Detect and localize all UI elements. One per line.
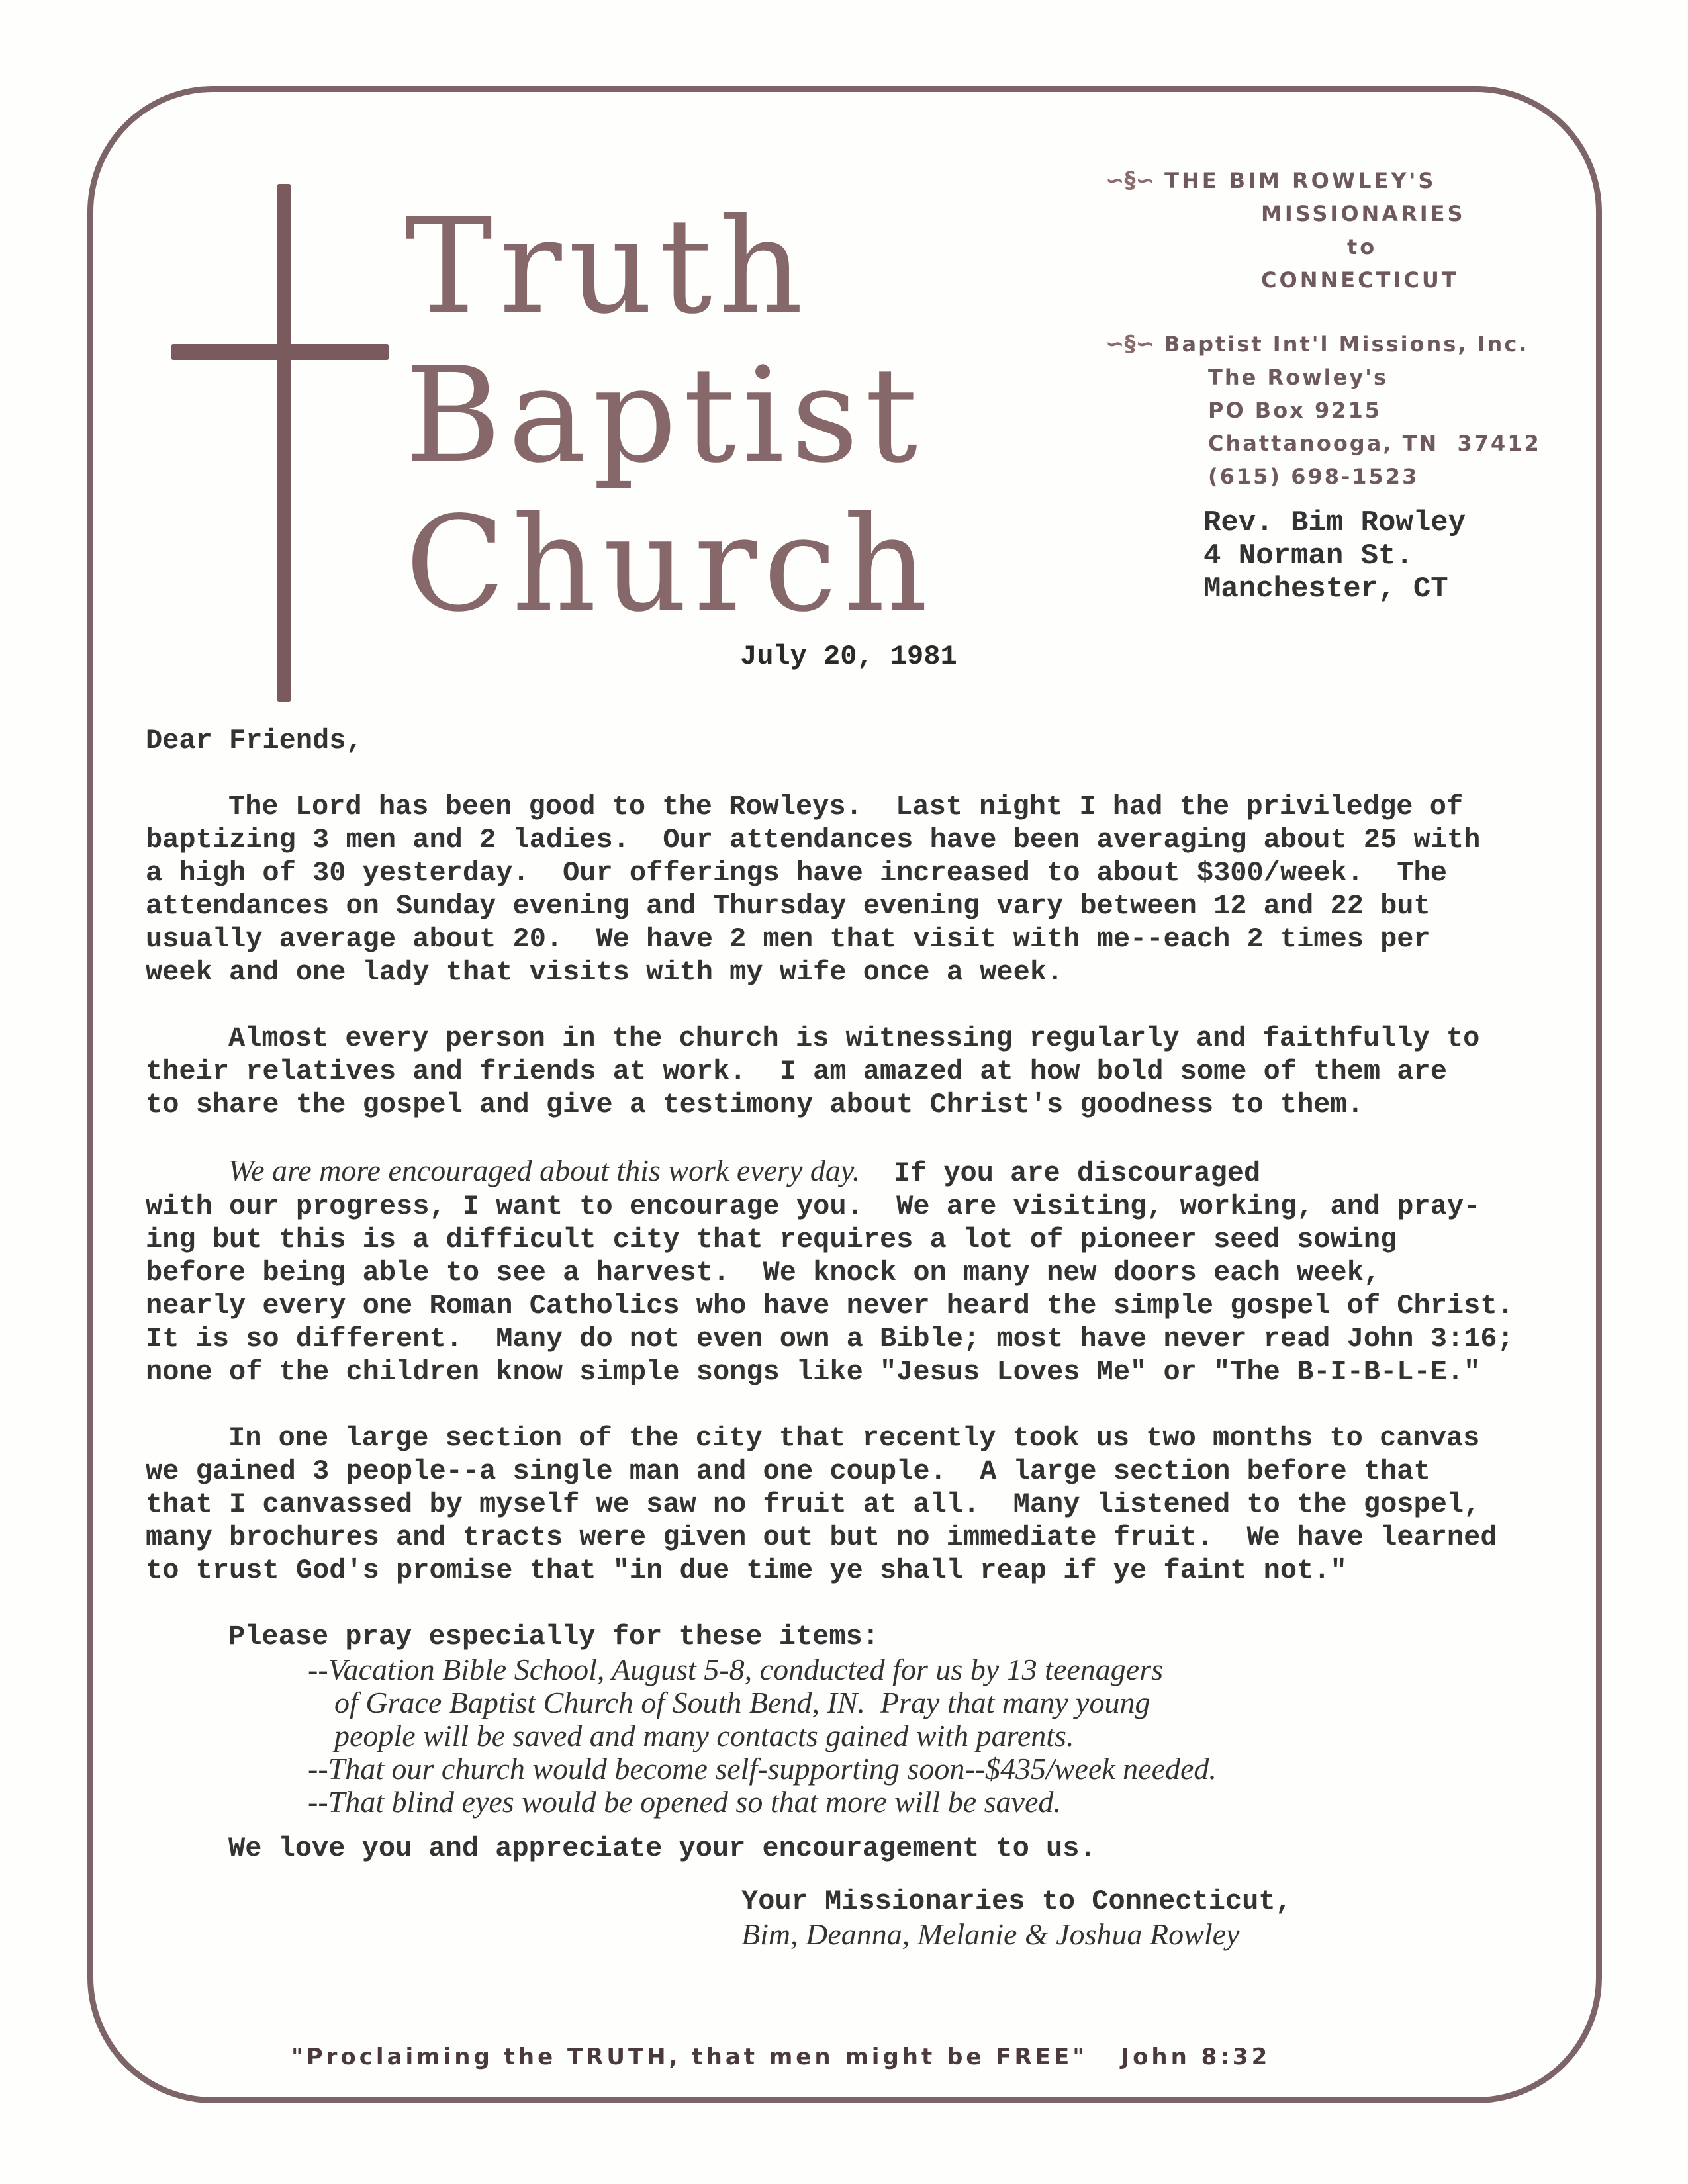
cross-icon-bar xyxy=(171,344,389,360)
prayer-item-cont: of Grace Baptist Church of South Bend, IN. Pray that many young xyxy=(334,1686,1150,1719)
text-line: before being able to see a harvest. We knock on many new doors each week, xyxy=(146,1257,1381,1289)
title-line: Baptist xyxy=(405,339,925,492)
prayer-list xyxy=(146,1653,1503,1819)
mission-block xyxy=(1105,164,1466,296)
text-line: usually average about 20. We have 2 men that visit with me--each 2 times per xyxy=(146,923,1430,955)
text-line: In one large section of the city that recently took us two months to canvas xyxy=(228,1422,1480,1454)
mission-line: THE BIM ROWLEY'S xyxy=(1164,168,1436,193)
agency-name: Baptist Int'l Missions, Inc. xyxy=(1164,332,1529,357)
salutation: Dear Friends, xyxy=(146,725,363,756)
letter-body xyxy=(146,724,1514,1951)
prayer-intro: Please pray especially for these items: xyxy=(228,1621,879,1653)
text-line: The Lord has been good to the Rowleys. Last night I had the priviledge of xyxy=(228,791,1464,823)
ornament-icon: ∽§∽ xyxy=(1105,167,1154,194)
agency-block xyxy=(1105,328,1541,493)
paragraph-3 xyxy=(146,1190,1514,1388)
text-line: baptizing 3 men and 2 ladies. Our attendances have been averaging about 25 with xyxy=(146,824,1481,856)
text-line: that I canvassed by myself we saw no fruit at all. Many listened to the gospel, xyxy=(146,1488,1481,1520)
text-line: with our progress, I want to encourage you. We are visiting, working, and pray- xyxy=(146,1191,1481,1222)
agency-line: Chattanooga, TN 37412 xyxy=(1208,431,1541,456)
prayer-item: --Vacation Bible School, August 5-8, conducted for us by 13 teenagers xyxy=(308,1653,1164,1686)
italic-emphasis: We are more encouraged about this work every day. xyxy=(228,1154,861,1187)
text-line: their relatives and friends at work. I am amazed at how bold some of them are xyxy=(146,1056,1447,1087)
prayer-item: --That our church would become self-supporting soon--$435/week needed. xyxy=(308,1752,1217,1786)
mission-line: to xyxy=(1347,234,1378,259)
prayer-item: --That blind eyes would be opened so that more will be saved. xyxy=(308,1785,1061,1819)
agency-line: The Rowley's xyxy=(1208,365,1389,390)
agency-line: PO Box 9215 xyxy=(1208,398,1382,423)
paragraph-2 xyxy=(146,1022,1503,1121)
address-line: Rev. Bim Rowley xyxy=(1203,506,1466,539)
signoff: Your Missionaries to Connecticut, xyxy=(741,1886,1292,1917)
text: If you are discouraged xyxy=(860,1158,1261,1189)
address-line: Manchester, CT xyxy=(1203,572,1448,606)
mission-line: CONNECTICUT xyxy=(1261,267,1459,293)
text-line: Almost every person in the church is witnessing regularly and faithfully to xyxy=(228,1023,1480,1054)
church-name xyxy=(405,192,935,639)
text-line: It is so different. Many do not even own a Bible; most have never read John 3:16; xyxy=(146,1323,1514,1355)
text-line: we gained 3 people--a single man and one couple. A large section before that xyxy=(146,1455,1430,1487)
closing: We love you and appreciate your encouragement to us. xyxy=(228,1833,1096,1864)
address-line: 4 Norman St. xyxy=(1203,539,1413,572)
text-line: ing but this is a difficult city that requires a lot of pioneer seed sowing xyxy=(146,1224,1397,1255)
text-line: to share the gospel and give a testimony about Christ's goodness to them. xyxy=(146,1089,1364,1120)
paragraph-3-first-line xyxy=(146,1154,1503,1190)
text-line: a high of 30 yesterday. Our offerings have increased to about $300/week. The xyxy=(146,857,1447,889)
text-line: none of the children know simple songs like "Jesus Loves Me" or "The B-I-B-L-E." xyxy=(146,1356,1481,1388)
text-line: many brochures and tracts were given out but no immediate fruit. We have learned xyxy=(146,1522,1497,1553)
ornament-icon: ∽§∽ xyxy=(1105,331,1154,357)
letter-date: July 20, 1981 xyxy=(740,641,957,672)
prayer-item-cont: people will be saved and many contacts gained with parents. xyxy=(334,1719,1074,1752)
title-line: Truth xyxy=(405,190,810,343)
text-line: attendances on Sunday evening and Thursday evening vary between 12 and 22 but xyxy=(146,890,1430,922)
title-line: Church xyxy=(405,488,935,641)
agency-phone: (615) 698-1523 xyxy=(1208,464,1419,489)
signature: Bim, Deanna, Melanie & Joshua Rowley xyxy=(741,1917,1240,1951)
text-line: nearly every one Roman Catholics who have never heard the simple gospel of Christ. xyxy=(146,1290,1514,1322)
mission-line: MISSIONARIES xyxy=(1261,201,1466,226)
cross-icon xyxy=(277,184,291,702)
text-line: to trust God's promise that "in due time ye shall reap if ye faint not." xyxy=(146,1555,1347,1586)
footer-motto: "Proclaiming the TRUTH, that men might be FREE" John 8:32 xyxy=(291,2044,1271,2070)
pastor-address xyxy=(1203,506,1466,606)
paragraph-1 xyxy=(146,790,1503,989)
paragraph-4 xyxy=(146,1422,1503,1587)
text-line: week and one lady that visits with my wife once a week. xyxy=(146,956,1064,988)
